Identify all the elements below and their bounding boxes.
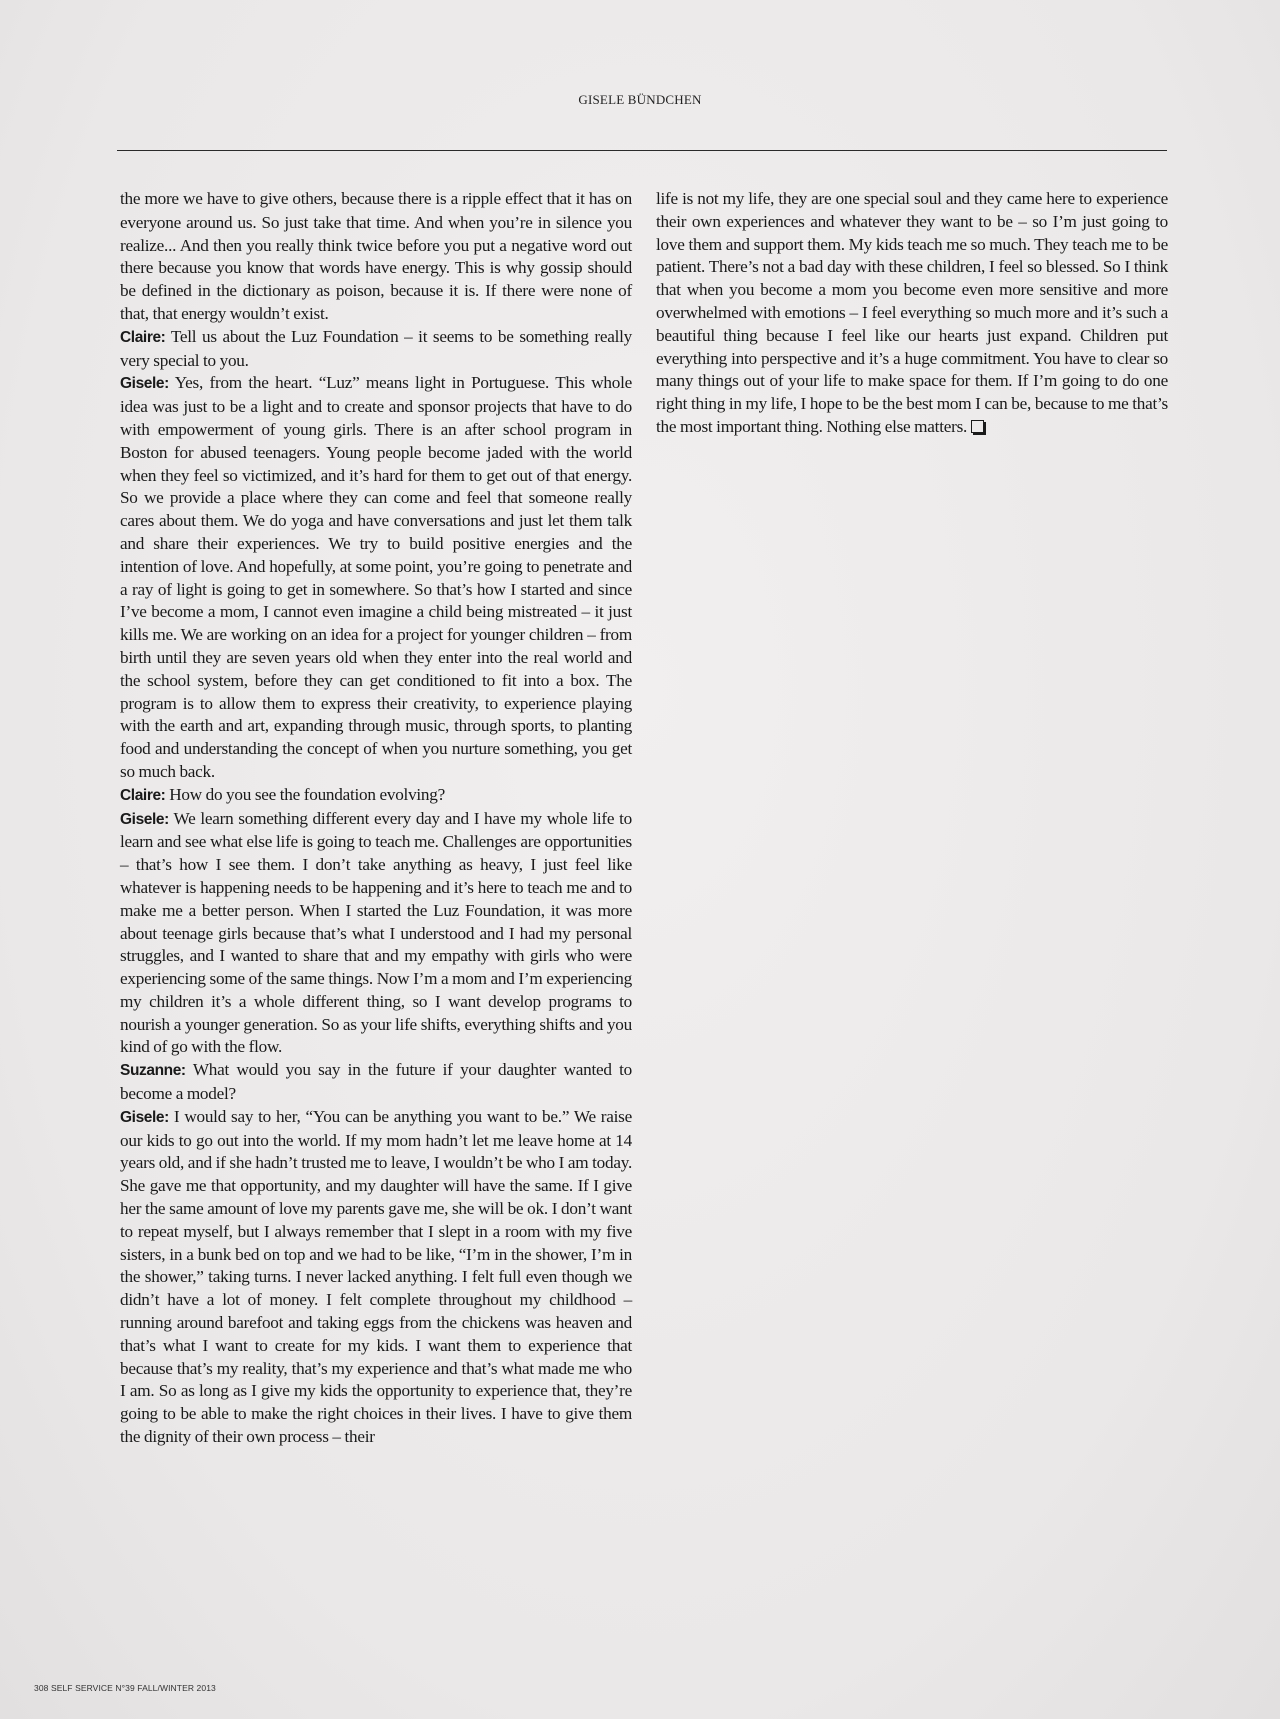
speaker-label: Gisele:	[120, 810, 169, 828]
paragraph-text: life is not my life, they are one special soul and they came here to experience their own experiences and whatever they want to be – so I’m just going to love them and support them. My kids teach me so much. They teach me to be patient. There’s not a bad day with these children, I feel so blessed. So I think that when you become a mom you become even more sensitive and more overwhelmed with emotions – I feel everything so much more and it’s such a beautiful thing because I feel like our hearts just expand. Children put everything into perspective and it’s a huge commitment. You have to clear so many things out of your life to make space for them. If I’m going to do one right thing in my life, I hope to be the best mom I can be, because to me that’s the most important thing. Nothing else matters.	[656, 189, 1168, 436]
paragraph	[120, 372, 632, 783]
paragraph	[120, 1059, 632, 1106]
paragraph-text: What would you say in the future if your daughter wanted to become a model?	[120, 1060, 632, 1104]
speaker-label: Suzanne:	[120, 1062, 186, 1080]
header-rule	[117, 150, 1167, 151]
running-head: GISELE BÜNDCHEN	[578, 92, 702, 107]
speaker-label: Gisele:	[120, 375, 169, 393]
paragraph	[120, 188, 632, 326]
page-footer: 308 SELF SERVICE N°39 FALL/WINTER 2013	[34, 1683, 216, 1693]
paragraph	[120, 1106, 632, 1449]
end-mark-icon	[971, 420, 984, 433]
paragraph-text: How do you see the foundation evolving?	[165, 784, 446, 804]
speaker-label: Claire:	[120, 786, 166, 804]
paragraph-text: Yes, from the heart. “Luz” means light in Portuguese. This whole idea was just to be a light and to create and sponsor projects that have to do with empowerment of young girls. There is an after school program in Boston for abused teenagers. Young people become jaded with the world when they feel so victimized, and it’s hard for them to get out of that energy. So we provide a place where they can come and feel that someone really cares about them. We do yoga and have conversations and just let them talk and share their experiences. We try to build positive energies and the intention of love. And hopefully, at some point, you’re going to penetrate and a ray of light is going to get in somewhere. So that’s how I started and since I’ve become a mom, I cannot even imagine a child being mistreated – it just kills me. We are working on an idea for a project for younger children – from birth until they are seven years old when they enter into the real world and the school system, before they can get conditioned to fit into a box. The program is to allow them to express their creativity, to experience playing with the earth and art, expanding through music, through sports, to planting food and understanding the concept of when you nurture something, you get so much back.	[120, 373, 632, 781]
speaker-label: Gisele:	[120, 1108, 169, 1126]
paragraph	[120, 808, 632, 1060]
right-column	[656, 188, 1168, 439]
speaker-label: Claire:	[120, 328, 166, 346]
left-column	[120, 188, 632, 1449]
paragraph-text: We learn something different every day and I have my whole life to learn and see what else life is going to teach me. Challenges are opportunities – that’s how I see them. I don’t take anything as heavy, I just feel like whatever is happening needs to be happening and it’s here to teach me and to make me a better person. When I started the Luz Foundation, it was more about teenage girls because that’s what I understood and I had my personal struggles, and I wanted to share that and my empathy with girls who were experiencing some of the same things. Now I’m a mom and I’m experiencing my children it’s a whole different thing, so I want develop programs to nourish a younger generation. So as your life shifts, everything shifts and you kind of go with the flow.	[120, 808, 632, 1057]
paragraph	[656, 188, 1168, 439]
paragraph	[120, 326, 632, 373]
paragraph-text: the more we have to give others, because there is a ripple effect that it has on everyone around us. So just take that time. And when you’re in silence you realize... And then you really think twice before you put a negative word out there because you know that words have energy. This is why gossip should be defined in the dictionary as poison, because it is. If there were none of that, that energy wouldn’t exist.	[120, 189, 632, 323]
paragraph-text: Tell us about the Luz Foundation – it seems to be something really very special to you.	[120, 326, 632, 370]
paragraph	[120, 784, 632, 808]
paragraph-text: I would say to her, “You can be anything you want to be.” We raise our kids to go out into the world. If my mom hadn’t let me leave home at 14 years old, and if she hadn’t trusted me to leave, I wouldn’t be who I am today. She gave me that opportunity, and my daughter will have the same. If I give her the same amount of love my parents gave me, she will be ok. I don’t want to repeat myself, but I always remember that I slept in a room with my five sisters, in a bunk bed on top and we had to be like, “I’m in the shower, I’m in the shower,” taking turns. I never lacked anything. I felt full even though we didn’t have a lot of money. I felt complete throughout my childhood – running around barefoot and taking eggs from the chickens was heaven and that’s what I want to create for my kids. I want them to experience that because that’s my reality, that’s my experience and that’s what made me who I am. So as long as I give my kids the opportunity to experience that, they’re going to be able to make the right choices in their lives. I have to give them the dignity of their own process – their	[120, 1106, 632, 1447]
